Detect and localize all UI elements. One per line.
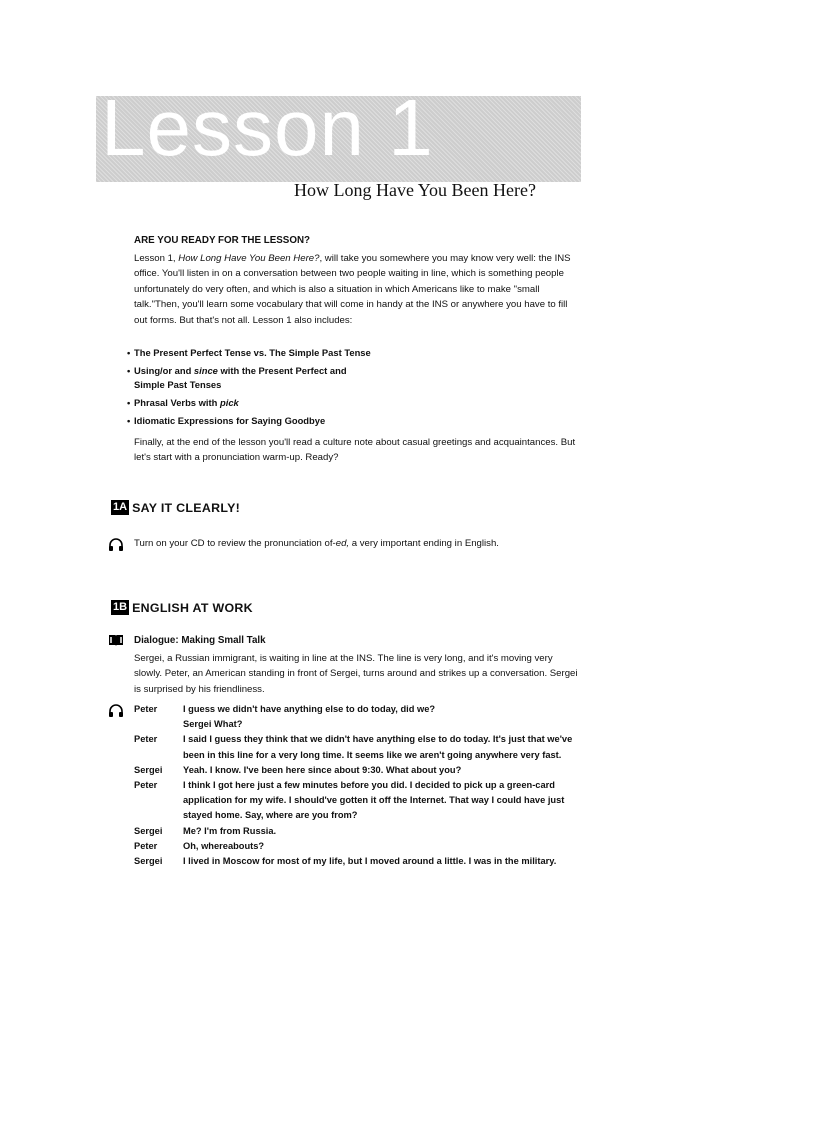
section-1a-text-a: Turn on your CD to review the pronunciation of- bbox=[134, 538, 336, 549]
lesson-banner bbox=[96, 96, 581, 182]
section-1a-heading bbox=[111, 500, 240, 515]
intro-p1-italic-title: How Long Have You Been Here? bbox=[178, 253, 320, 264]
section-badge: 1B bbox=[113, 601, 128, 613]
section-badge: 1A bbox=[113, 501, 128, 513]
dialogue-title-block bbox=[134, 633, 582, 648]
book-icon bbox=[108, 634, 124, 652]
bullet-text bbox=[134, 364, 347, 392]
intro-paragraph-2 bbox=[134, 435, 582, 466]
list-item: • Phrasal Verbs with pick bbox=[127, 397, 239, 408]
dialogue-line bbox=[134, 702, 574, 717]
section-1a-text bbox=[134, 536, 534, 551]
list-item: • Using/or and since with the Present Perfect and Simple Past Tenses bbox=[127, 365, 347, 390]
intro-p1-text-a: Lesson 1, bbox=[134, 253, 179, 264]
speech-text: I think I got here just a few minutes before you did. I decided to pick up a green-card application for my wife. I should've gotten it off the Internet. That way I could have just stayed home. Say, where are you from? bbox=[183, 780, 565, 821]
speaker-name: Sergei bbox=[134, 856, 163, 867]
intro-heading: ARE YOU READY FOR THE LESSON? bbox=[134, 235, 311, 246]
section-1a-text-b: a very important ending in English. bbox=[349, 538, 499, 549]
dialogue-line bbox=[134, 763, 574, 778]
bullet-text: Idiomatic Expressions for Saying Goodbye bbox=[134, 415, 326, 426]
bullet-text-a: Using/or and bbox=[134, 365, 194, 376]
speaker-name: Sergei bbox=[134, 764, 163, 775]
list-item: • The Present Perfect Tense vs. The Simple Past Tense bbox=[127, 347, 371, 358]
bullet-text-a: Phrasal Verbs with bbox=[134, 397, 220, 408]
section-1b-heading bbox=[111, 600, 253, 615]
dialogue-line bbox=[134, 717, 574, 732]
dialogue-intro-text: Sergei, a Russian immigrant, is waiting in line at the INS. The line is very long, and it's moving very slowly. Peter, an American standing in front of Sergei, turns around and strikes up a conversation. Sergei is surprised by his friendliness. bbox=[134, 653, 578, 695]
lesson-subtitle: How Long Have You Been Here? bbox=[294, 180, 536, 200]
bullet-text-b: with the Present Perfect and bbox=[217, 365, 347, 376]
section-1a-text-italic: ed, bbox=[335, 538, 350, 549]
intro-paragraph-1 bbox=[134, 251, 582, 328]
dialogue-line bbox=[134, 824, 574, 839]
section-title: ENGLISH AT WORK bbox=[132, 600, 253, 615]
intro-p1-text-b: , will take you somewhere you may know very well: the INS office. You'll listen in on a conversation between two people waiting in line, which is something people unfortunately do very often, and which is also a situation in which Americans like to make "small talk."Then, you'll learn some vocabulary that will come in handy at the INS or anywhere you have to fill out forms. But that's not all. Lesson 1 also includes: bbox=[134, 253, 571, 326]
headphones-icon bbox=[108, 704, 124, 723]
bullet-text-italic: since bbox=[193, 365, 218, 376]
section-1a-paragraph bbox=[134, 536, 534, 551]
speaker-name: Peter bbox=[134, 734, 158, 745]
bullet-text-c: Simple Past Tenses bbox=[134, 379, 222, 390]
speech-text: Oh, whereabouts? bbox=[183, 840, 265, 851]
dialogue bbox=[134, 702, 574, 869]
dialogue-line bbox=[134, 839, 574, 854]
intro-paragraph-text bbox=[134, 251, 582, 328]
speaker-name: Sergei bbox=[134, 825, 163, 836]
speaker-name: Peter bbox=[134, 840, 158, 851]
bullet-text bbox=[134, 396, 239, 410]
speech-text: Sergei What? bbox=[183, 719, 243, 730]
speech-text: I guess we didn't have anything else to do today, did we? bbox=[183, 704, 436, 714]
dialogue-intro bbox=[134, 651, 582, 697]
dialogue-line bbox=[134, 732, 574, 762]
speech-text: I lived in Moscow for most of my life, but I moved around a little. I was in the military. bbox=[183, 856, 557, 867]
speaker-name: Peter bbox=[134, 780, 158, 791]
speech-text: I said I guess they think that we didn't have anything else to do today. It's just that we've been in this line for a very long time. It seems like we aren't going anywhere very fast. bbox=[183, 734, 573, 760]
intro-p2-text: Finally, at the end of the lesson you'll read a culture note about casual greetings and acquaintances. But let's start with a pronunciation warm-up. Ready? bbox=[134, 437, 576, 464]
speech-text: Me? I'm from Russia. bbox=[183, 825, 277, 836]
lesson-title: Lesson 1 bbox=[101, 96, 434, 172]
dialogue-title: Dialogue: Making Small Talk bbox=[134, 635, 266, 646]
speaker-name: Peter bbox=[134, 704, 158, 714]
section-title: SAY IT CLEARLY! bbox=[132, 500, 241, 515]
speech-text: Yeah. I know. I've been here since about 9:30. What about you? bbox=[183, 764, 462, 775]
bullet-text: The Present Perfect Tense vs. The Simple Past Tense bbox=[134, 347, 371, 358]
bullet-text-italic: pick bbox=[219, 397, 239, 408]
list-item: • Idiomatic Expressions for Saying Goodbye bbox=[127, 415, 326, 426]
topic-list bbox=[127, 346, 427, 432]
headphones-icon bbox=[108, 538, 124, 557]
dialogue-line bbox=[134, 854, 574, 869]
dialogue-line bbox=[134, 778, 574, 824]
intro-heading-block bbox=[134, 233, 582, 248]
